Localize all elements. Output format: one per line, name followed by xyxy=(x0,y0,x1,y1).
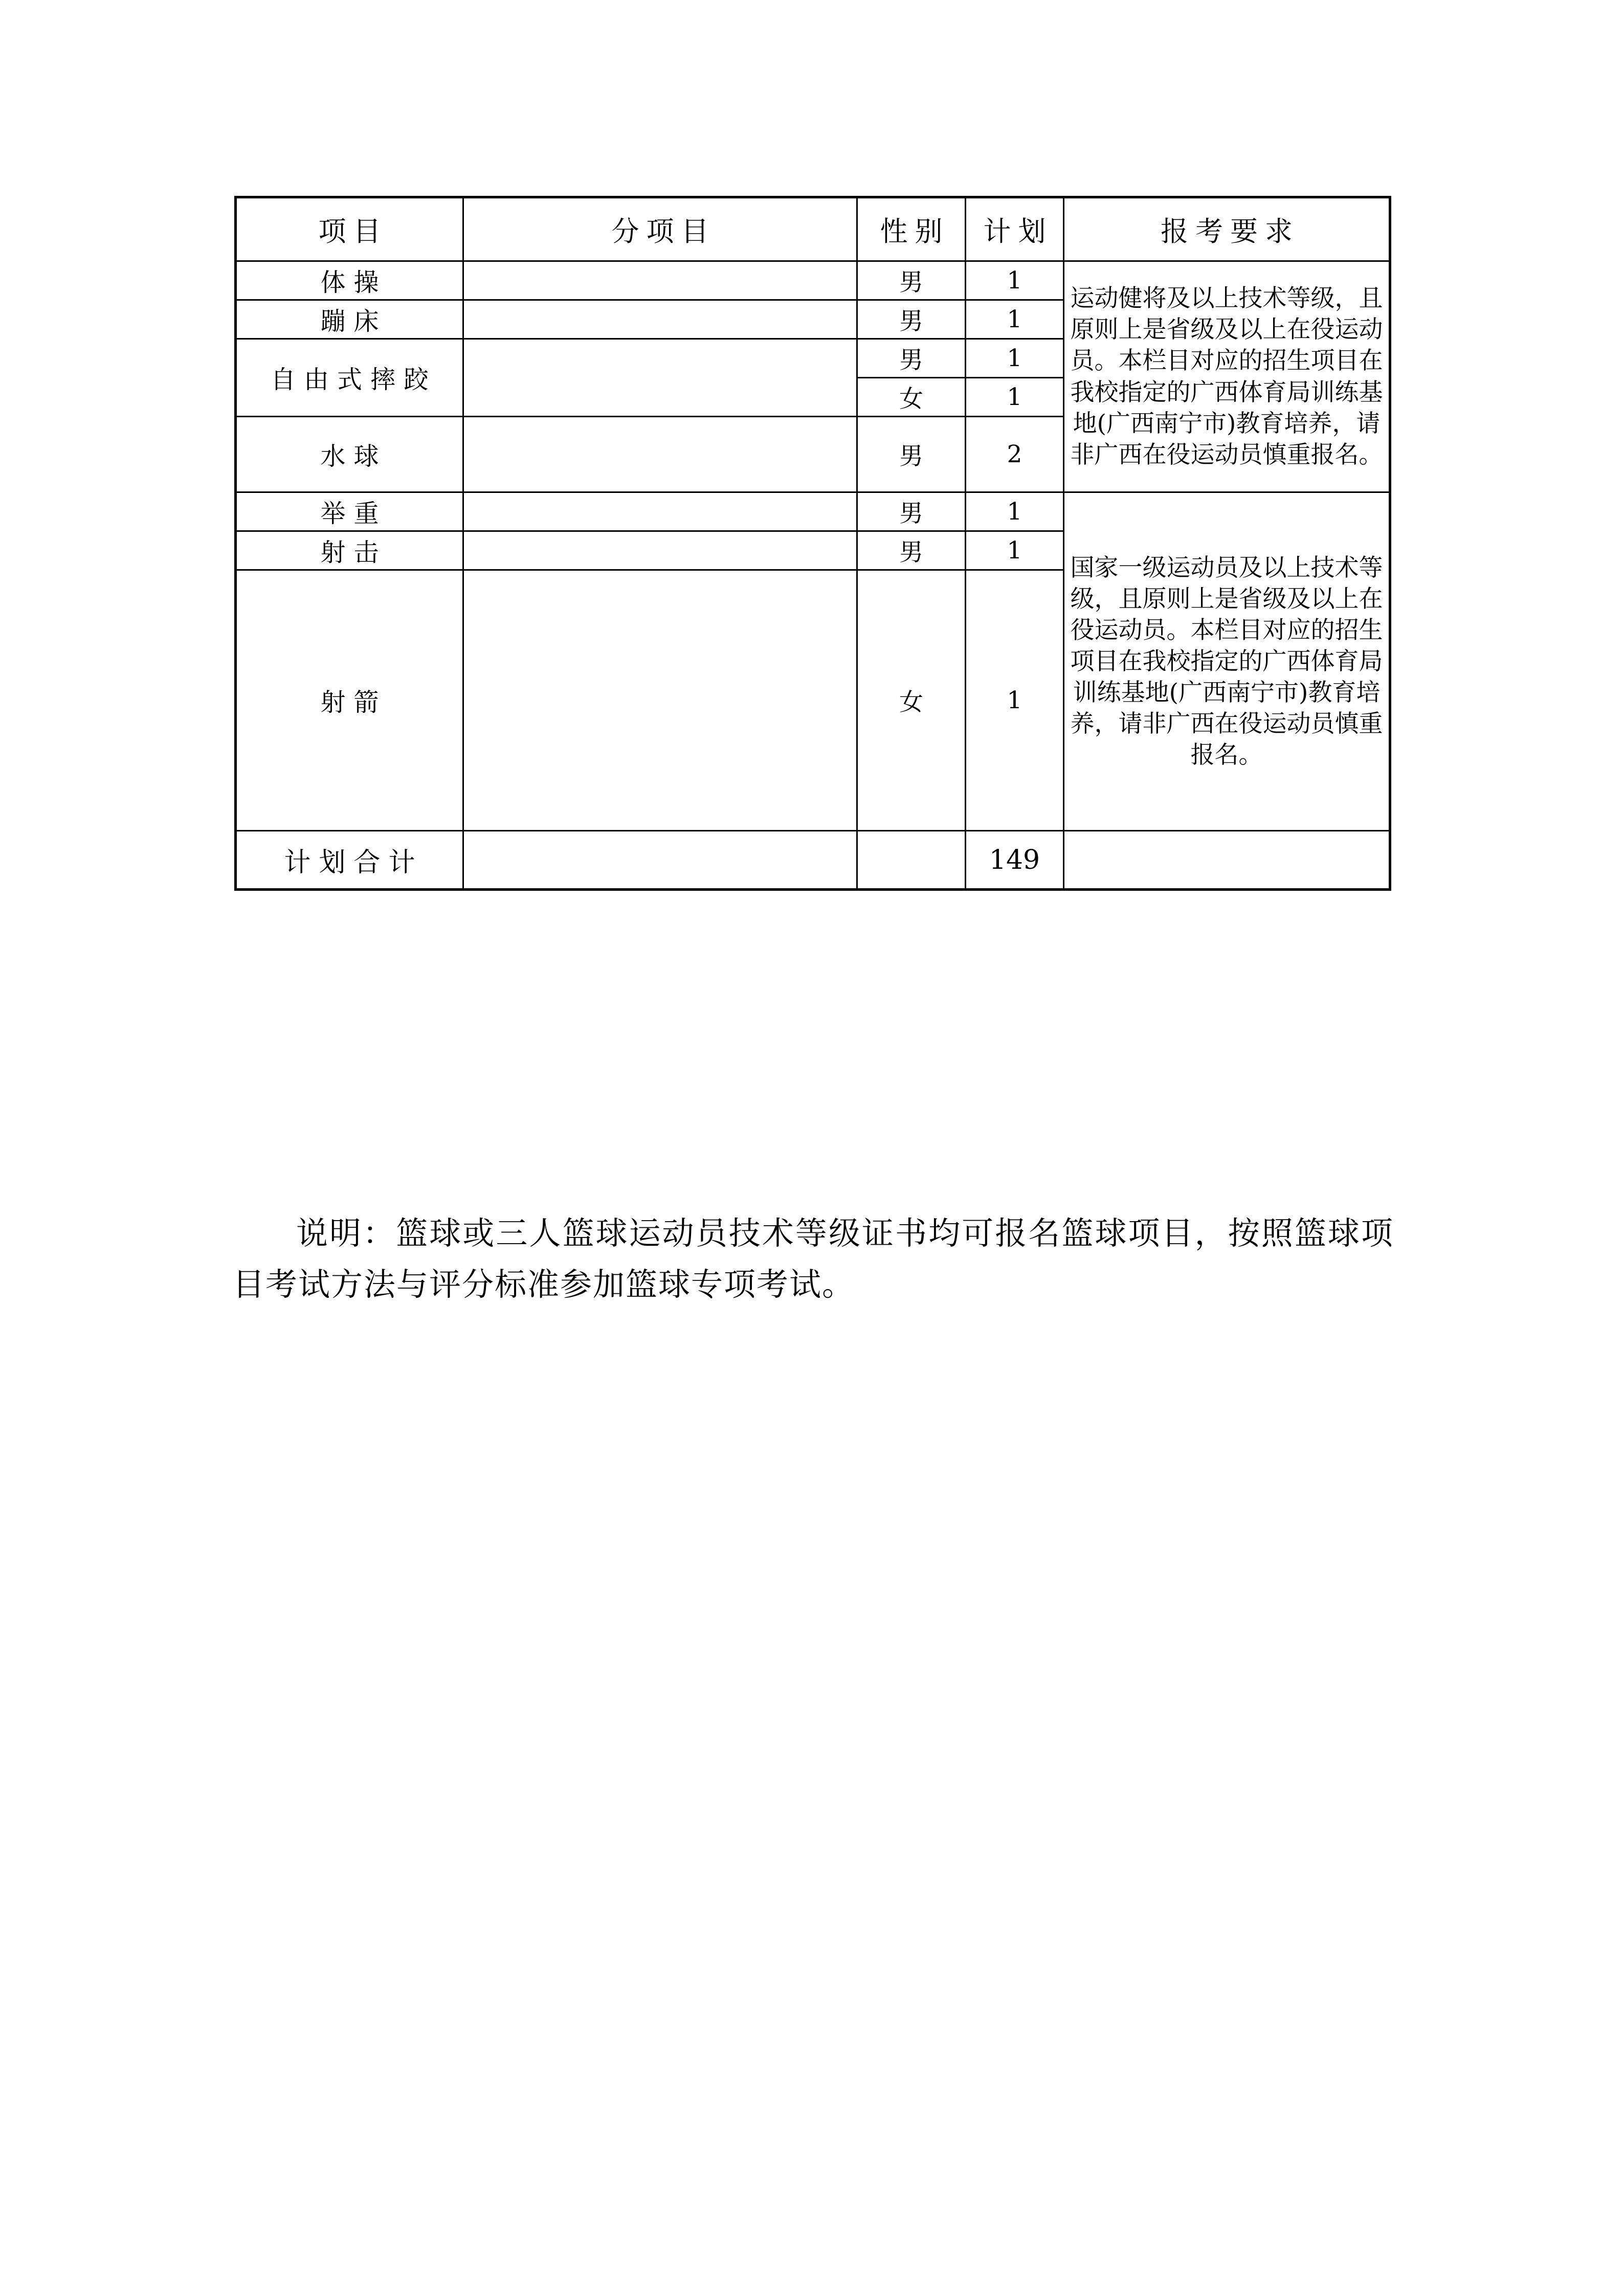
cell-total-gender xyxy=(857,831,966,890)
cell-subitem xyxy=(463,492,857,531)
cell-gender: 男 xyxy=(857,261,966,300)
cell-plan: 1 xyxy=(966,261,1064,300)
cell-plan: 1 xyxy=(966,339,1064,378)
cell-gender: 男 xyxy=(857,339,966,378)
cell-subitem xyxy=(463,300,857,339)
cell-item: 水球 xyxy=(236,417,463,492)
cell-plan: 1 xyxy=(966,492,1064,531)
cell-gender: 男 xyxy=(857,531,966,570)
column-header-requirement: 报考要求 xyxy=(1064,197,1390,261)
cell-item: 射箭 xyxy=(236,570,463,831)
cell-plan: 1 xyxy=(966,378,1064,417)
cell-plan: 1 xyxy=(966,531,1064,570)
cell-plan: 1 xyxy=(966,570,1064,831)
cell-item: 射击 xyxy=(236,531,463,570)
cell-item: 蹦床 xyxy=(236,300,463,339)
cell-subitem xyxy=(463,339,857,417)
cell-gender: 男 xyxy=(857,492,966,531)
note-paragraph: 说明：篮球或三人篮球运动员技术等级证书均可报名篮球项目，按照篮球项目考试方法与评分标准参加篮球专项考试。 xyxy=(233,1214,1394,1303)
cell-gender: 男 xyxy=(857,417,966,492)
column-header-item: 项目 xyxy=(236,197,463,261)
cell-total-requirement xyxy=(1064,831,1390,890)
cell-plan: 1 xyxy=(966,300,1064,339)
table-total-row xyxy=(236,831,1390,890)
cell-total-subitem xyxy=(463,831,857,890)
column-header-subitem: 分项目 xyxy=(463,197,857,261)
cell-requirement-group-1: 运动健将及以上技术等级，且原则上是省级及以上在役运动员。本栏目对应的招生项目在我校指定的广西体育局训练基地(广西南宁市)教育培养，请非广西在役运动员慎重报名。 xyxy=(1064,261,1390,492)
cell-subitem xyxy=(463,417,857,492)
cell-subitem xyxy=(463,531,857,570)
column-header-plan: 计划 xyxy=(966,197,1064,261)
cell-subitem xyxy=(463,261,857,300)
column-header-gender: 性别 xyxy=(857,197,966,261)
admission-plan-table-container xyxy=(234,196,1389,891)
cell-gender: 女 xyxy=(857,378,966,417)
cell-gender: 男 xyxy=(857,300,966,339)
cell-subitem xyxy=(463,570,857,831)
table-header-row xyxy=(236,197,1390,261)
table-row xyxy=(236,261,1390,300)
admission-plan-table xyxy=(234,196,1391,891)
cell-item: 举重 xyxy=(236,492,463,531)
cell-requirement-group-2: 国家一级运动员及以上技术等级，且原则上是省级及以上在役运动员。本栏目对应的招生项目在我校指定的广西体育局训练基地(广西南宁市)教育培养，请非广西在役运动员慎重报名。 xyxy=(1064,492,1390,831)
table-row xyxy=(236,492,1390,531)
cell-plan: 2 xyxy=(966,417,1064,492)
cell-total-label: 计划合计 xyxy=(236,831,463,890)
cell-item: 自由式摔跤 xyxy=(236,339,463,417)
cell-total-plan: 149 xyxy=(966,831,1064,890)
cell-item: 体操 xyxy=(236,261,463,300)
cell-gender: 女 xyxy=(857,570,966,831)
